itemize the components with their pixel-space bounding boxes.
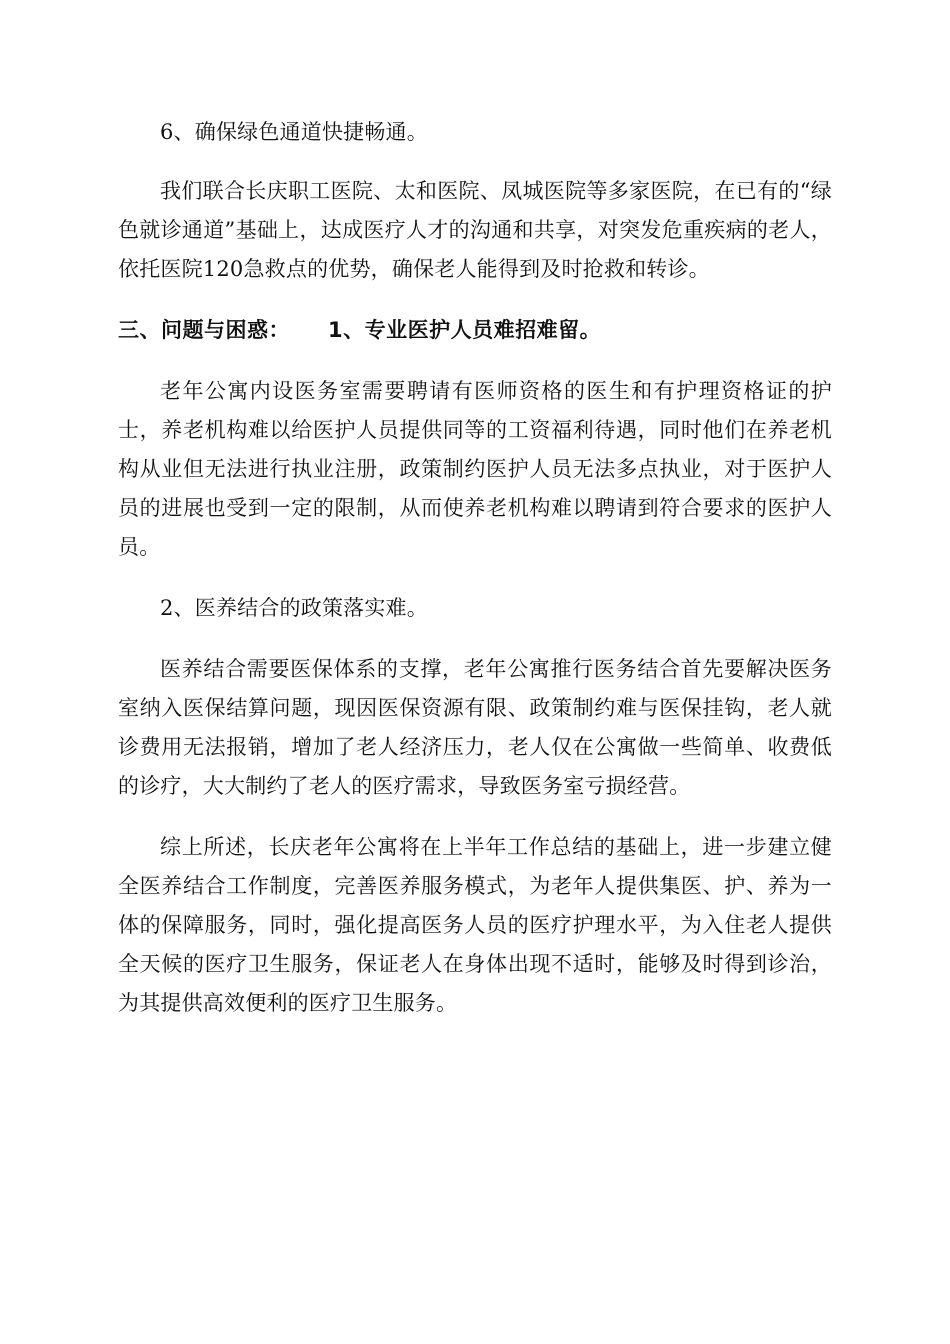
section-heading-subtitle: 1、专业医护人员难招难留。: [328, 318, 602, 342]
paragraph-green-channel-title: 6、确保绿色通道快捷畅通。: [160, 120, 428, 144]
paragraph-green-channel-body: 我们联合长庆职工医院、太和医院、凤城医院等多家医院，在已有的“绿色就诊通道”基础上，达成医疗人才的沟通和共享，对突发危重疾病的老人，依托医院120急救点的优势，确保老人能得到及时抢救和转诊。: [118, 179, 832, 281]
paragraph-policy-body: 医养结合需要医保体系的支撑，老年公寓推行医务结合首先要解决医务室纳入医保结算问题，现因医保资源有限、政策制约难与医保挂钩，老人就诊费用无法报销，增加了老人经济压力，老人仅在公寓做一些简单、收费低的诊疗，大大制约了老人的医疗需求，导致医务室亏损经营。: [118, 657, 832, 798]
paragraph-policy-title: 2、医养结合的政策落实难。: [160, 596, 428, 620]
paragraph-summary: 综上所述，长庆老年公寓将在上半年工作总结的基础上，进一步建立健全医养结合工作制度，完善医养服务模式，为老年人提供集医、护、养为一体的保障服务，同时，强化提高医务人员的医疗护理水平，为入住老人提供全天候的医疗卫生服务，保证老人在身体出现不适时，能够及时得到诊治，为其提供高效便利的医疗卫生服务。: [118, 835, 832, 1015]
paragraph-staffing-body: 老年公寓内设医务室需要聘请有医师资格的医生和有护理资格证的护士，养老机构难以给医护人员提供同等的工资福利待遇，同时他们在养老机构从业但无法进行执业注册，政策制约医护人员无法多点执业，对于医护人员的进展也受到一定的限制，从而使养老机构难以聘请到符合要求的医护人员。: [118, 379, 832, 559]
section-heading: [118, 311, 832, 350]
section-heading-title: 三、问题与困惑：: [118, 318, 290, 342]
